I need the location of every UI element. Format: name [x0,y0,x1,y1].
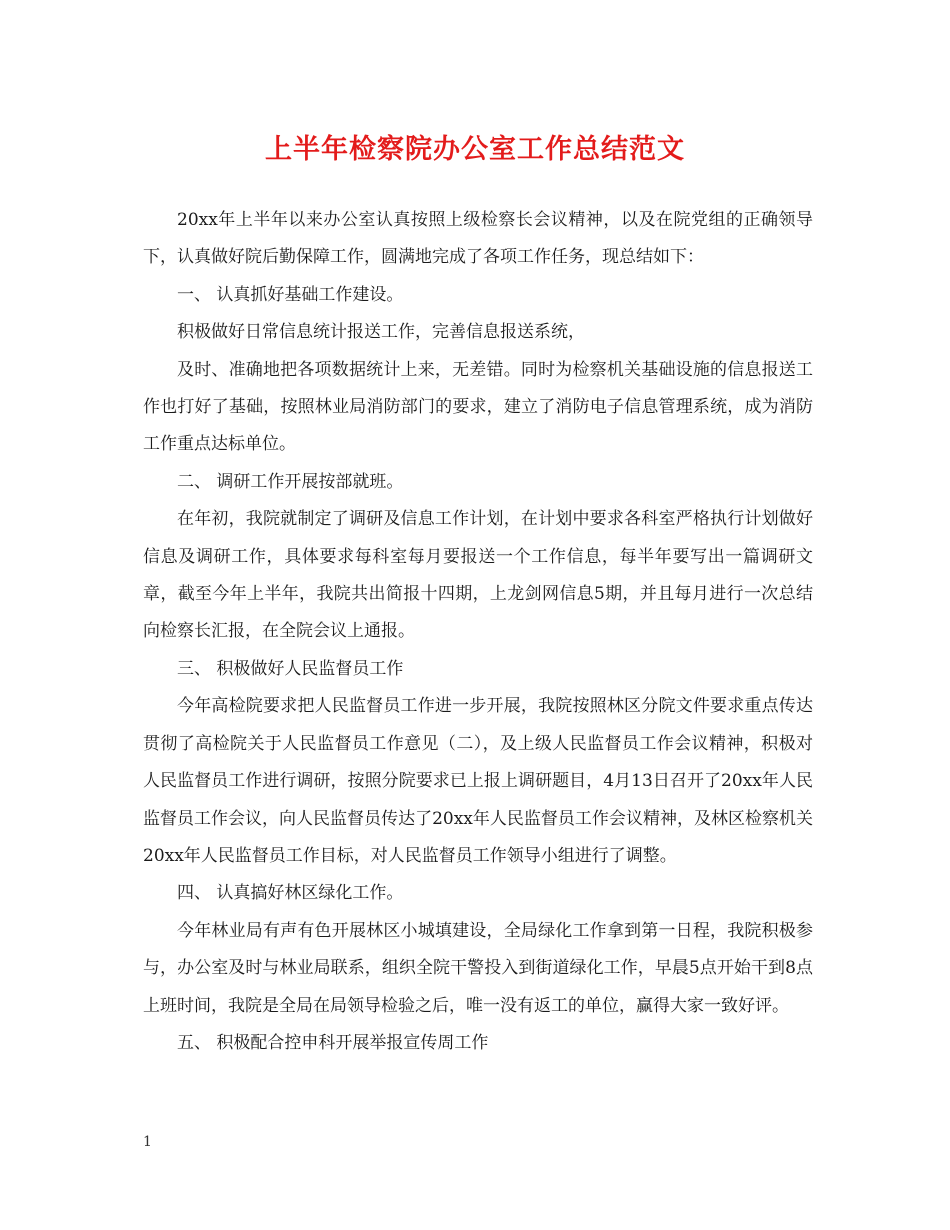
section-3-paragraph: 今年高检院要求把人民监督员工作进一步开展，我院按照林区分院文件要求重点传达贯彻了高检院关于人民监督员工作意见（二），及上级人民监督员工作会议精神，积极对人民监督员工作进行调研，按照分院要求已上报上调研题目，4月13日召开了20xx年人民监督员工作会议，向人民监督员传达了20xx年人民监督员工作会议精神，及林区检察机关20xx年人民监督员工作目标，对人民监督员工作领导小组进行了调整。 [143,696,813,866]
section-heading-5: 五、 积极配合控申科开展举报宣传周工作 [177,1032,489,1053]
page-number: 1 [143,1134,152,1150]
document-title: 上半年检察院办公室工作总结范文 [265,134,685,165]
section-heading-3: 三、 积极做好人民监督员工作 [177,658,404,679]
intro-paragraph: 20xx年上半年以来办公室认真按照上级检察长会议精神，以及在院党组的正确领导下，认真做好院后勤保障工作，圆满地完成了各项工作任务，现总结如下： [143,210,813,268]
section-heading-2: 二、 调研工作开展按部就班。 [177,471,404,492]
section-1-paragraph-1: 积极做好日常信息统计报送工作，完善信息报送系统， [177,322,585,343]
section-heading-4: 四、 认真搞好林区绿化工作。 [177,883,404,904]
section-heading-1: 一、 认真抓好基础工作建设。 [177,284,404,305]
section-4-paragraph: 今年林业局有声有色开展林区小城填建设，全局绿化工作拿到第一日程，我院积极参与，办公室及时与林业局联系，组织全院干警投入到街道绿化工作，早晨5点开始干到8点上班时间，我院是全局在局领导检验之后，唯一没有返工的单位，赢得大家一致好评。 [143,920,813,1016]
section-2-paragraph: 在年初，我院就制定了调研及信息工作计划，在计划中要求各科室严格执行计划做好信息及调研工作，具体要求每科室每月要报送一个工作信息，每半年要写出一篇调研文章，截至今年上半年，我院共出简报十四期，上龙剑网信息5期，并且每月进行一次总结向检察长汇报，在全院会议上通报。 [143,509,813,642]
document-body [143,202,813,1062]
section-1-paragraph-2: 及时、准确地把各项数据统计上来，无差错。同时为检察机关基础设施的信息报送工作也打好了基础，按照林业局消防部门的要求，建立了消防电子信息管理系统，成为消防工作重点达标单位。 [143,359,813,455]
